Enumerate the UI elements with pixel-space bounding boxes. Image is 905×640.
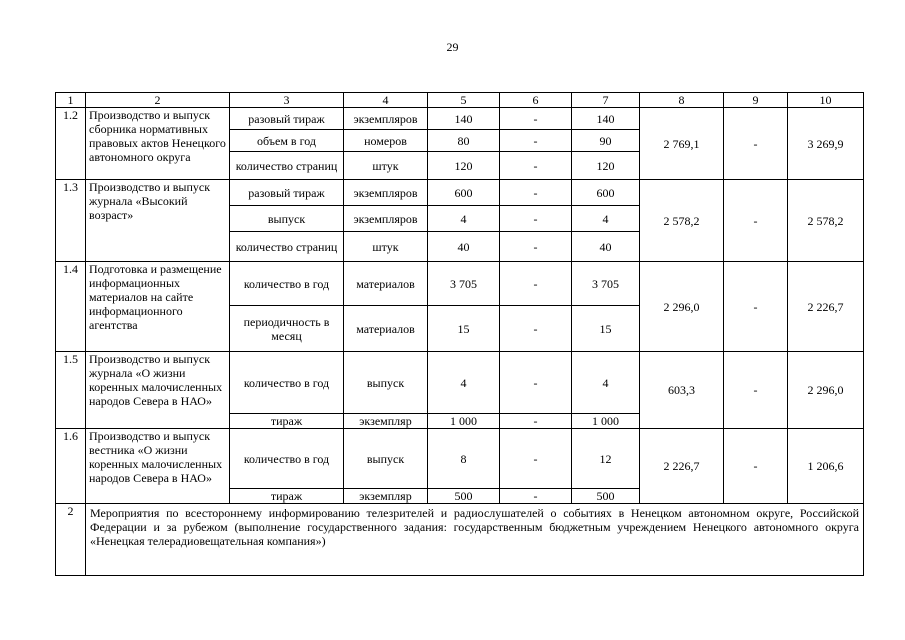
row-number: 1.2: [56, 108, 86, 180]
unit-cell: экземпляров: [344, 108, 428, 130]
value-cell: 600: [428, 180, 500, 206]
row-title: Подготовка и размещение информационных материалов на сайте информационного агентства: [86, 262, 230, 352]
value-cell: -: [500, 152, 572, 180]
indicator-cell: объем в год: [230, 130, 344, 152]
value-cell: -: [500, 306, 572, 352]
unit-cell: экземпляр: [344, 489, 428, 504]
header-cell: 7: [572, 93, 640, 108]
indicator-cell: выпуск: [230, 206, 344, 232]
value-cell: 1 000: [428, 414, 500, 429]
section-row: [56, 504, 864, 576]
row-number: 1.5: [56, 352, 86, 429]
table-row: [56, 352, 864, 414]
cost-cell: 1 206,6: [788, 429, 864, 504]
table-row: [56, 108, 864, 130]
unit-cell: материалов: [344, 306, 428, 352]
value-cell: -: [500, 180, 572, 206]
value-cell: 600: [572, 180, 640, 206]
indicator-cell: периодичность в месяц: [230, 306, 344, 352]
value-cell: -: [500, 414, 572, 429]
table-row: [56, 429, 864, 489]
value-cell: -: [500, 108, 572, 130]
cost-cell: 3 269,9: [788, 108, 864, 180]
indicator-cell: тираж: [230, 414, 344, 429]
header-cell: 8: [640, 93, 724, 108]
page-number: 29: [446, 40, 459, 54]
row-number: 1.3: [56, 180, 86, 262]
value-cell: -: [500, 489, 572, 504]
cost-cell: 2 769,1: [640, 108, 724, 180]
unit-cell: номеров: [344, 130, 428, 152]
value-cell: 15: [428, 306, 500, 352]
value-cell: 120: [572, 152, 640, 180]
cost-cell: -: [724, 352, 788, 429]
row-title: Производство и выпуск сборника нормативных правовых актов Ненецкого автономного округа: [86, 108, 230, 180]
unit-cell: экземпляров: [344, 206, 428, 232]
indicator-cell: количество в год: [230, 352, 344, 414]
cost-cell: 2 578,2: [640, 180, 724, 262]
cost-cell: 2 226,7: [788, 262, 864, 352]
value-cell: 120: [428, 152, 500, 180]
cost-cell: -: [724, 180, 788, 262]
row-title: Производство и выпуск журнала «О жизни коренных малочисленных народов Севера в НАО»: [86, 352, 230, 429]
value-cell: 4: [572, 352, 640, 414]
unit-cell: штук: [344, 232, 428, 262]
value-cell: 500: [572, 489, 640, 504]
header-cell: 3: [230, 93, 344, 108]
header-cell: 10: [788, 93, 864, 108]
value-cell: 3 705: [428, 262, 500, 306]
table-row: [56, 262, 864, 306]
value-cell: 90: [572, 130, 640, 152]
row-number: 1.4: [56, 262, 86, 352]
value-cell: 40: [572, 232, 640, 262]
unit-cell: экземпляров: [344, 180, 428, 206]
header-row: [56, 93, 864, 108]
row-number: 1.6: [56, 429, 86, 504]
header-cell: 5: [428, 93, 500, 108]
value-cell: 4: [572, 206, 640, 232]
unit-cell: выпуск: [344, 352, 428, 414]
section-number: 2: [56, 504, 86, 576]
value-cell: 1 000: [572, 414, 640, 429]
cost-cell: -: [724, 429, 788, 504]
section-description: Мероприятия по всестороннему информированию телезрителей и радиослушателей о событиях в Ненецком автономном округе, Российской Федерации и за рубежом (выполнение государственного задания: государственным бюджетным учреждением Ненецкого автономного округа «Ненецкая телерадиовещательная компания»): [86, 504, 864, 576]
value-cell: 3 705: [572, 262, 640, 306]
unit-cell: экземпляр: [344, 414, 428, 429]
value-cell: 500: [428, 489, 500, 504]
header-cell: 1: [56, 93, 86, 108]
indicator-cell: количество в год: [230, 429, 344, 489]
value-cell: 4: [428, 352, 500, 414]
cost-cell: 2 296,0: [788, 352, 864, 429]
cost-cell: 2 296,0: [640, 262, 724, 352]
value-cell: -: [500, 352, 572, 414]
value-cell: 15: [572, 306, 640, 352]
header-cell: 4: [344, 93, 428, 108]
cost-cell: 603,3: [640, 352, 724, 429]
indicator-cell: количество страниц: [230, 152, 344, 180]
cost-cell: 2 226,7: [640, 429, 724, 504]
value-cell: 140: [572, 108, 640, 130]
row-title: Производство и выпуск вестника «О жизни коренных малочисленных народов Севера в НАО»: [86, 429, 230, 504]
value-cell: 40: [428, 232, 500, 262]
report-table: [55, 92, 864, 576]
indicator-cell: количество в год: [230, 262, 344, 306]
cost-cell: 2 578,2: [788, 180, 864, 262]
unit-cell: штук: [344, 152, 428, 180]
value-cell: -: [500, 130, 572, 152]
value-cell: 8: [428, 429, 500, 489]
unit-cell: выпуск: [344, 429, 428, 489]
indicator-cell: тираж: [230, 489, 344, 504]
value-cell: -: [500, 206, 572, 232]
cost-cell: -: [724, 108, 788, 180]
header-cell: 2: [86, 93, 230, 108]
value-cell: 140: [428, 108, 500, 130]
table-row: [56, 180, 864, 206]
indicator-cell: разовый тираж: [230, 108, 344, 130]
value-cell: -: [500, 262, 572, 306]
header-cell: 6: [500, 93, 572, 108]
value-cell: 4: [428, 206, 500, 232]
indicator-cell: количество страниц: [230, 232, 344, 262]
indicator-cell: разовый тираж: [230, 180, 344, 206]
unit-cell: материалов: [344, 262, 428, 306]
value-cell: -: [500, 232, 572, 262]
value-cell: -: [500, 429, 572, 489]
cost-cell: -: [724, 262, 788, 352]
value-cell: 12: [572, 429, 640, 489]
header-cell: 9: [724, 93, 788, 108]
row-title: Производство и выпуск журнала «Высокий возраст»: [86, 180, 230, 262]
value-cell: 80: [428, 130, 500, 152]
